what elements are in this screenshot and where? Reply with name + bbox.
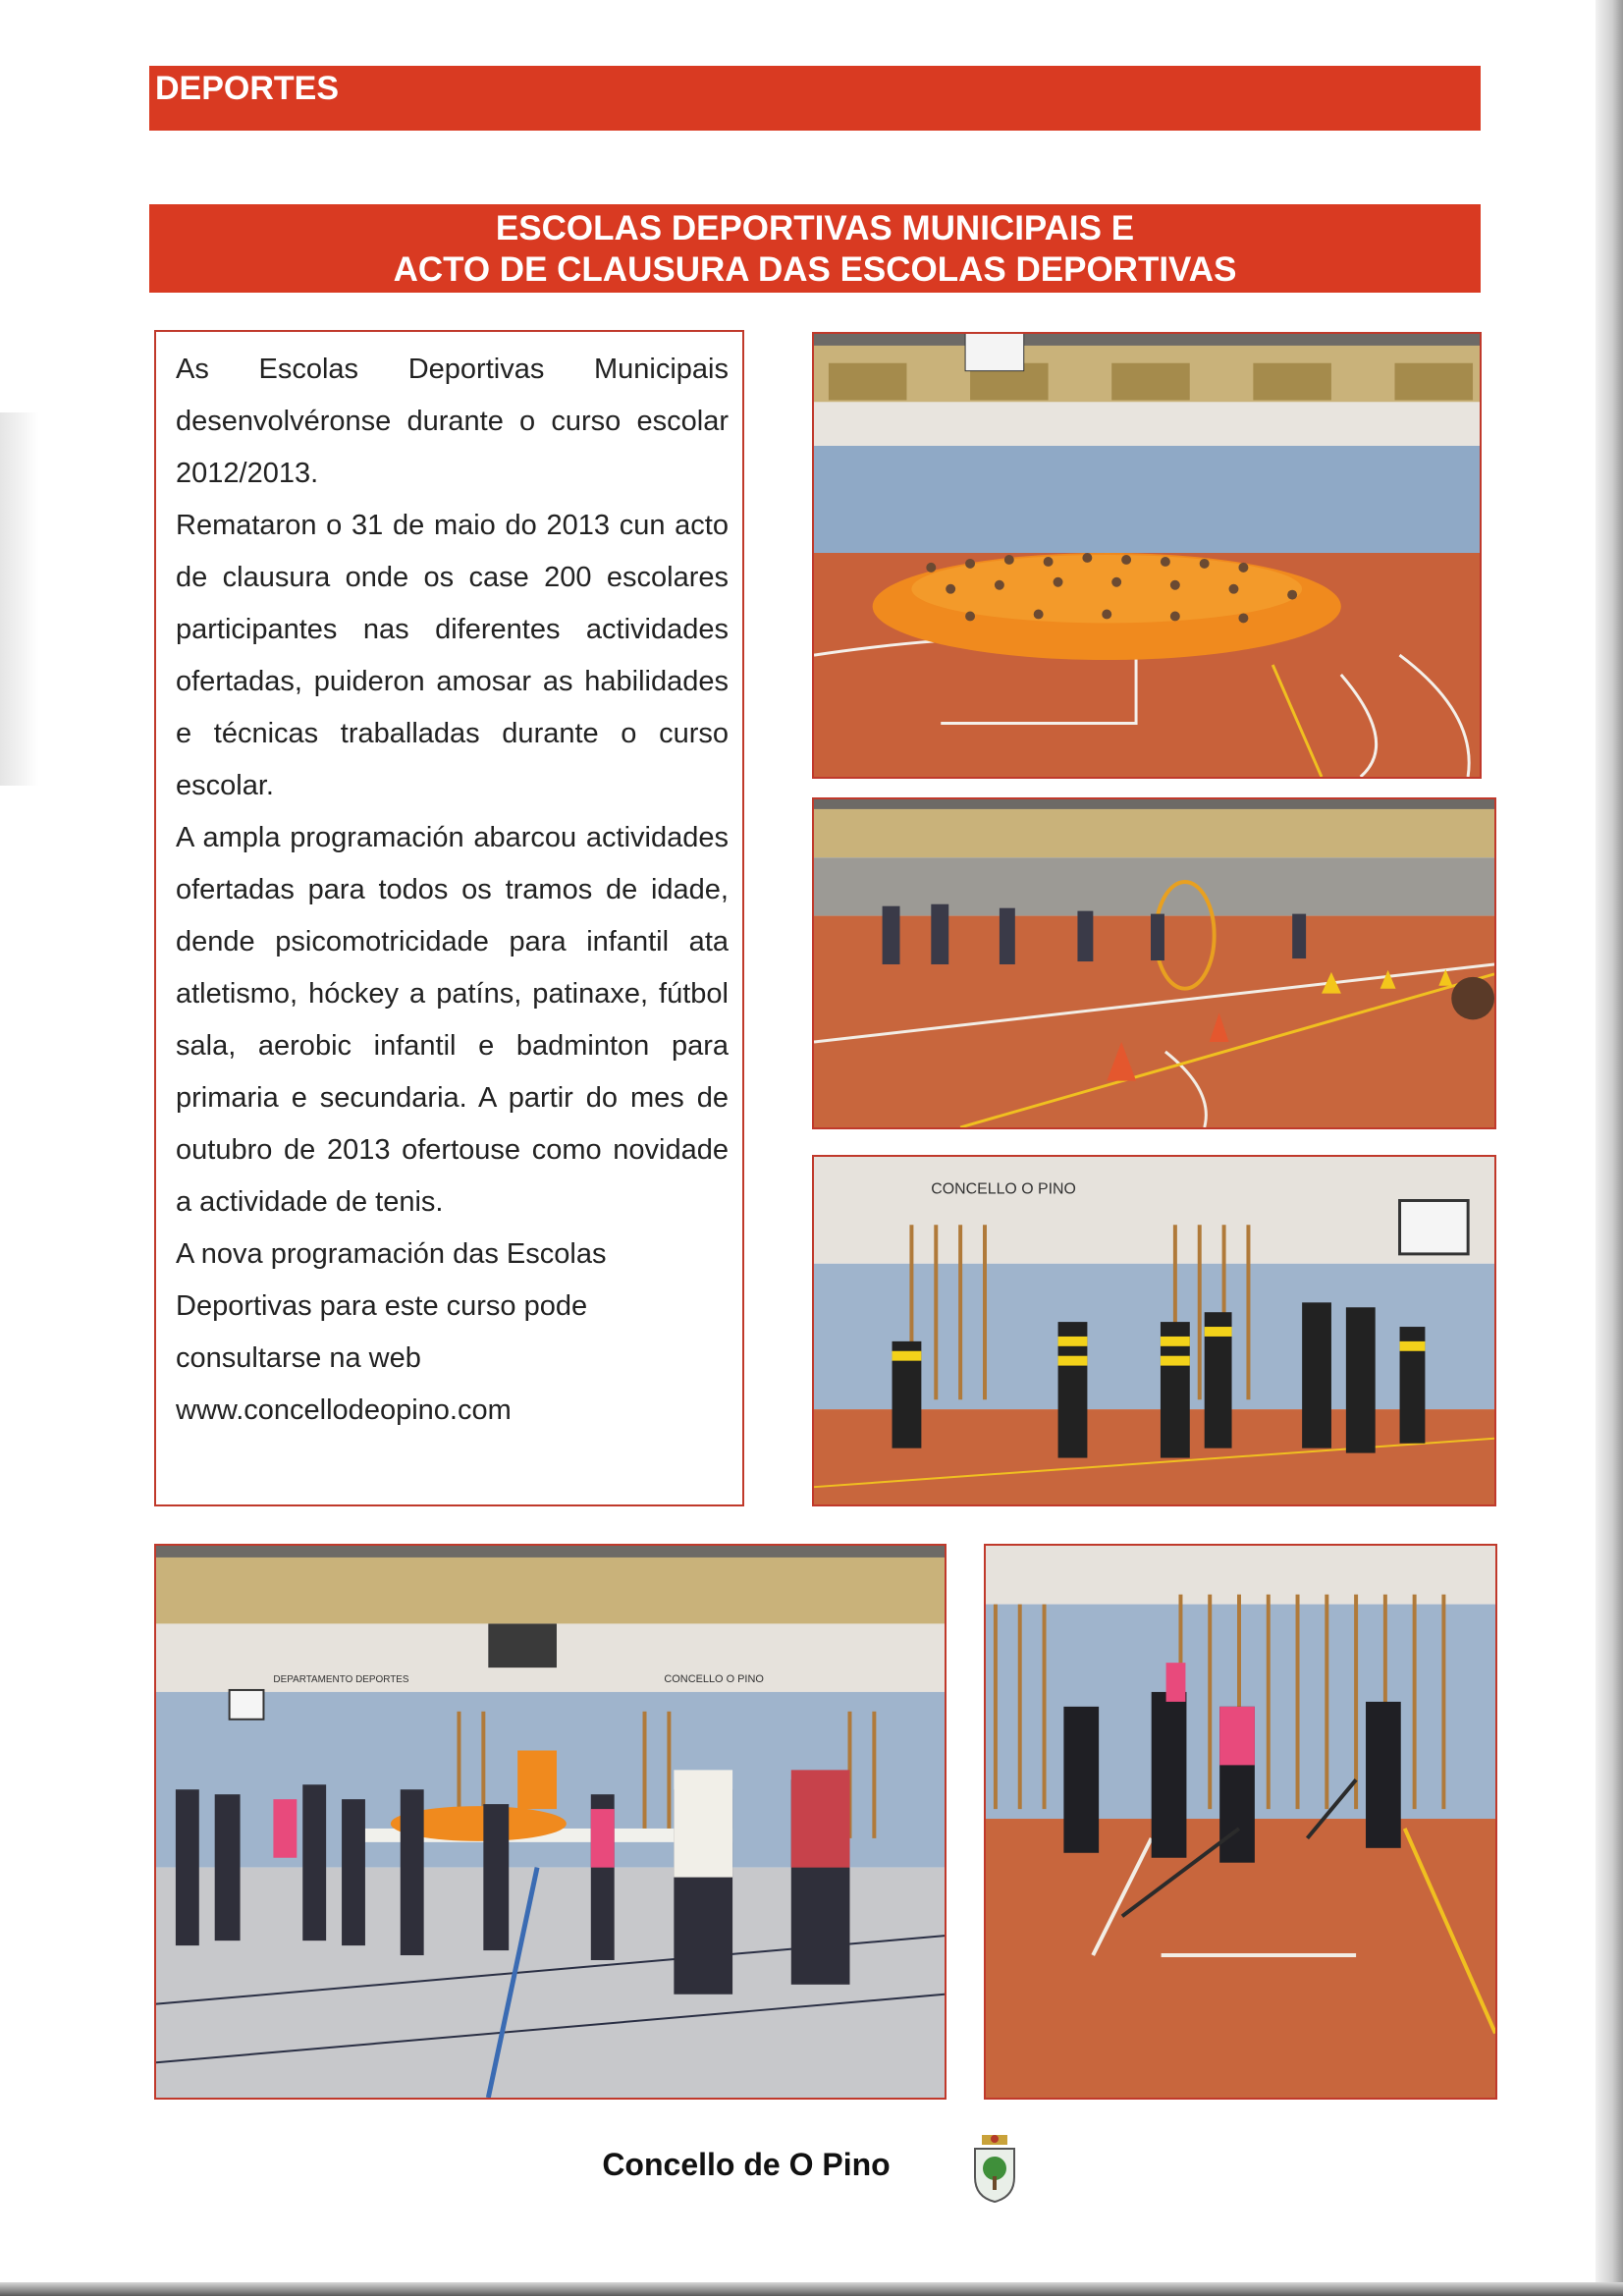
section-header: DEPORTES	[149, 66, 1481, 131]
photo-obstacle-circuit	[812, 797, 1496, 1129]
article-paragraph: A ampla programación abarcou actividades ofertadas para todos os tramos de idade, dende psicomotricidade para infantil ata atletismo, hóckey a patíns, patinaxe, fútbol sala, aerobic infantil e badminton para primaria e secundaria. A partir do mes de outubro de 2013 ofertouse como novidade a actividade de tenis.	[176, 822, 729, 1218]
photo-roller-hockey	[984, 1544, 1497, 2100]
article-title	[149, 204, 1481, 293]
article-paragraph: Remataron o 31 de maio do 2013 cun acto de clausura onde os case 200 escolares participantes nas diferentes actividades ofertadas, puideron amosar as habilidades e técnicas traballadas durante o curso escolar.	[176, 510, 729, 801]
article-paragraph: A nova programación das Escolas Deportivas para este curso pode consultarse na web www.concellodeopino.com	[176, 1238, 607, 1426]
page-edge-bottom	[0, 2282, 1623, 2296]
photo-wall-sign-right: CONCELLO O PINO	[664, 1673, 764, 1686]
footer-text: Concello de O Pino	[602, 2147, 891, 2182]
photo-group-orange-shirts	[812, 332, 1482, 779]
photo-wall-sign: CONCELLO O PINO	[931, 1180, 1076, 1198]
photo-skating-bees	[812, 1155, 1496, 1506]
page-edge-right	[1596, 0, 1623, 2296]
article-body	[154, 330, 744, 1506]
article-paragraph: As Escolas Deportivas Municipais desenvolvéronse durante o curso escolar 2012/2013.	[176, 354, 729, 489]
photo-wall-sign-left: DEPARTAMENTO DEPORTES	[273, 1674, 409, 1686]
article-title-line-2: ACTO DE CLAUSURA DAS ESCOLAS DEPORTIVAS	[393, 250, 1237, 289]
scan-shadow	[0, 412, 39, 786]
coat-of-arms-icon	[970, 2133, 1019, 2204]
photo-closing-ceremony	[154, 1544, 947, 2100]
article-title-line-1: ESCOLAS DEPORTIVAS MUNICIPAIS E	[495, 209, 1135, 247]
